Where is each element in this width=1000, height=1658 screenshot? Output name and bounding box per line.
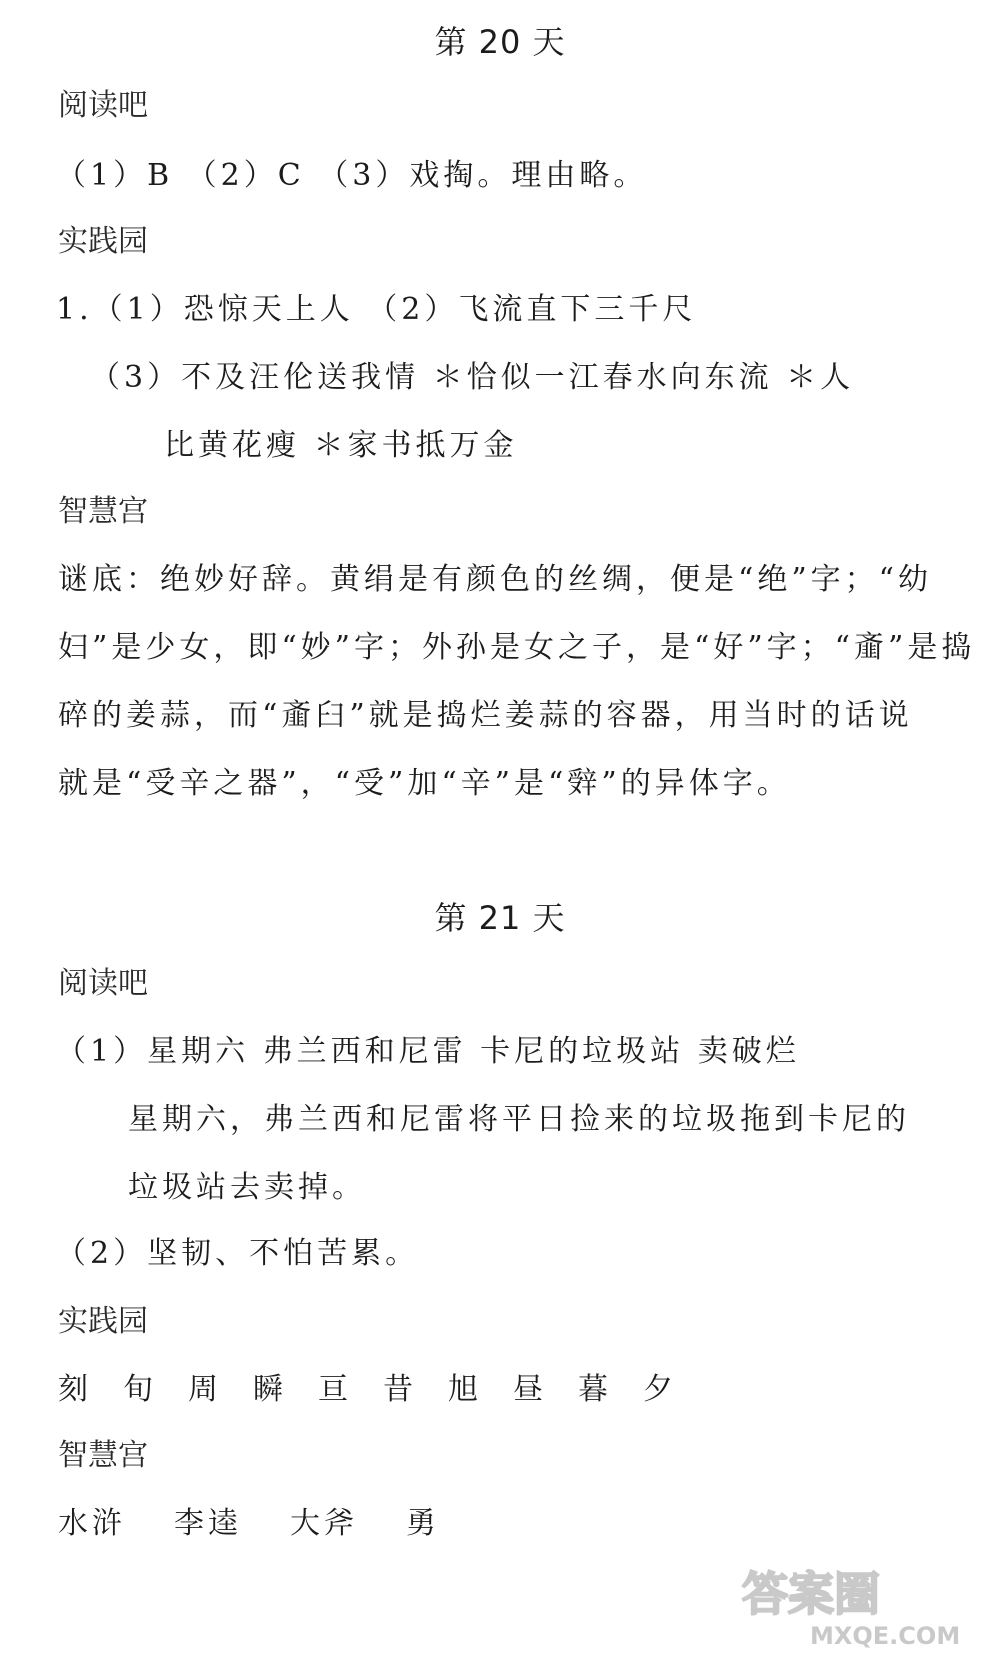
- day20-reading-answer: （1）B （2）C （3）戏掏。理由略。: [56, 158, 648, 193]
- wisdom-answer: 水浒: [58, 1506, 126, 1541]
- day20-wisdom-line-3: 碎的姜蒜，而“齑臼”就是捣烂姜蒜的容器，用当时的话说: [58, 698, 913, 733]
- practice-char: 亘: [318, 1372, 348, 1407]
- day21-practice-heading: 实践园: [58, 1304, 148, 1339]
- practice-char: 暮: [578, 1372, 608, 1407]
- day20-practice-heading: 实践园: [58, 224, 148, 259]
- day21-practice-chars: [58, 1370, 708, 1410]
- day20-practice-line-3: 比黄花瘦 ＊家书抵万金: [164, 428, 518, 463]
- day21-reading-line-2: 星期六，弗兰西和尼雷将平日捡来的垃圾拖到卡尼的: [128, 1102, 910, 1137]
- watermark-url: MXQE.COM: [810, 1622, 961, 1650]
- practice-char: 刻: [58, 1372, 88, 1407]
- day21-wisdom-heading: 智慧宫: [58, 1438, 148, 1473]
- practice-char: 昔: [383, 1372, 413, 1407]
- day21-reading-heading: 阅读吧: [58, 966, 148, 1001]
- day20-title: 第 20 天: [434, 23, 566, 61]
- day21-reading-line-1: （1）星期六 弗兰西和尼雷 卡尼的垃圾站 卖破烂: [56, 1034, 800, 1069]
- practice-char: 瞬: [253, 1372, 283, 1407]
- day21-wisdom-answers: [58, 1504, 488, 1544]
- day21-reading-line-4: （2）坚韧、不怕苦累。: [56, 1236, 420, 1271]
- day20-wisdom-line-4: 就是“受辛之器”，“受”加“辛”是“辤”的异体字。: [58, 766, 791, 801]
- day20-practice-line-1: 1.（1）恐惊天上人 （2）飞流直下三千尺: [56, 292, 697, 327]
- day20-wisdom-line-2: 妇”是少女，即“妙”字；外孙是女之子，是“好”字；“齑”是捣: [58, 630, 976, 665]
- practice-char: 昼: [513, 1372, 543, 1407]
- wisdom-answer: 大斧: [290, 1506, 358, 1541]
- practice-char: 旭: [448, 1372, 478, 1407]
- day20-practice-line-2: （3）不及汪伦送我情 ＊恰似一江春水向东流 ＊人: [90, 360, 855, 395]
- wisdom-answer: 勇: [406, 1506, 440, 1541]
- day20-wisdom-line-1: 谜底：绝妙好辞。黄绢是有颜色的丝绸，便是“绝”字；“幼: [58, 562, 933, 597]
- day21-title: 第 21 天: [434, 899, 566, 937]
- watermark-logo: [732, 1560, 982, 1650]
- practice-char: 旬: [123, 1372, 153, 1407]
- day20-wisdom-heading: 智慧宫: [58, 494, 148, 529]
- practice-char: 夕: [643, 1372, 673, 1407]
- day21-reading-line-3: 垃圾站去卖掉。: [128, 1170, 366, 1205]
- practice-char: 周: [188, 1372, 218, 1407]
- wisdom-answer: 李逵: [174, 1506, 242, 1541]
- watermark-logo-text: 答案圈: [742, 1567, 880, 1621]
- day20-reading-heading: 阅读吧: [58, 88, 148, 123]
